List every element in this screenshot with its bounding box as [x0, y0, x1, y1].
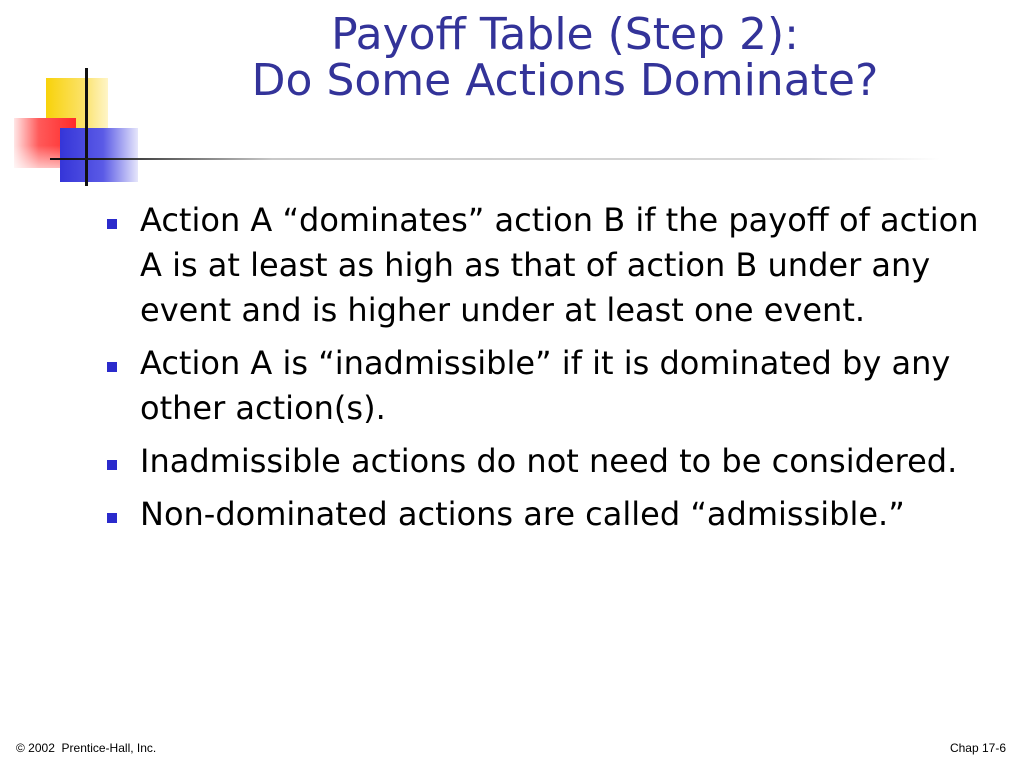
bullet-square-icon [107, 219, 117, 229]
logo-vertical-line [85, 68, 88, 186]
bullet-item [104, 341, 984, 431]
logo-blue-square [60, 128, 138, 182]
bullet-square-icon [107, 362, 117, 372]
footer-page-number: Chap 17-6 [949, 741, 1006, 755]
bullet-text: Action A “dominates” action B if the payoff of action A is at least as high as that of action B under any event and is higher under at least one event. [140, 201, 979, 329]
bullet-item [104, 439, 984, 484]
footer-copyright: © 2002 Prentice-Hall, Inc. [16, 741, 157, 755]
bullet-text: Action A is “inadmissible” if it is dominated by any other action(s). [140, 344, 951, 427]
bullet-square-icon [107, 513, 117, 523]
bullet-item [104, 198, 984, 333]
slide-title-line-1: Payoff Table (Step 2): [331, 9, 799, 60]
bullet-text: Inadmissible actions do not need to be considered. [140, 442, 958, 480]
slide-title [150, 9, 980, 106]
bullet-text: Non-dominated actions are called “admissible.” [140, 495, 905, 533]
bullet-square-icon [107, 460, 117, 470]
bullet-list [104, 198, 984, 545]
bullet-item [104, 492, 984, 537]
slide-title-line-2: Do Some Actions Dominate? [251, 55, 879, 106]
title-underline-rule [50, 158, 940, 160]
